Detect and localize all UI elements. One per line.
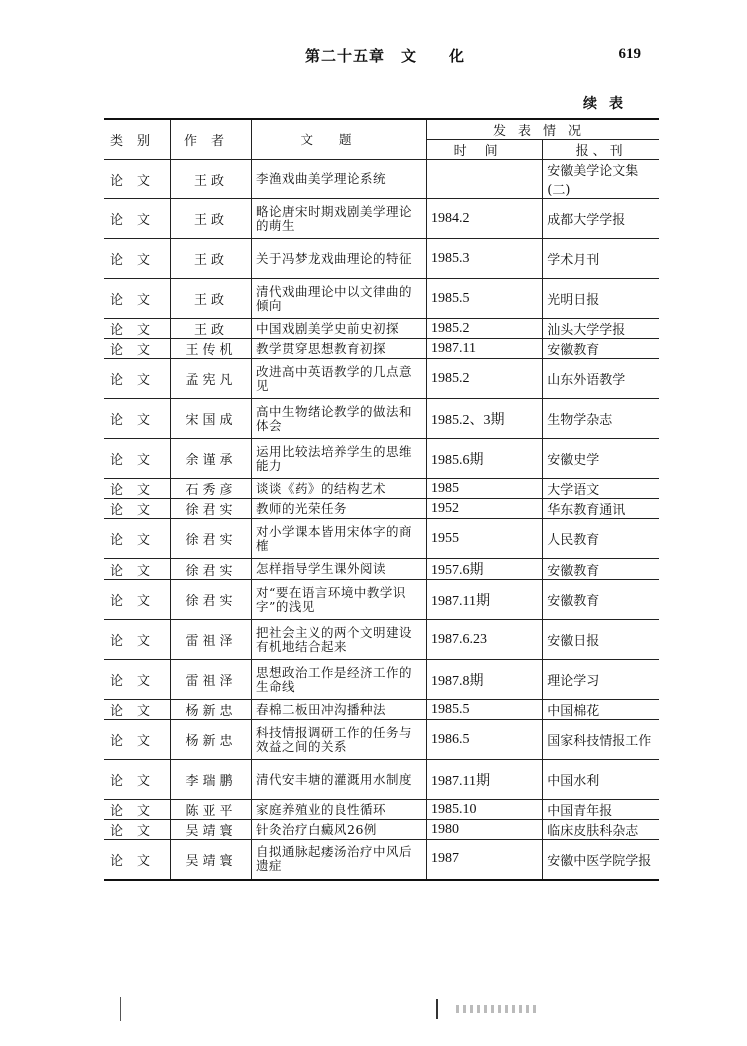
cell-publication: 中国水利: [543, 760, 659, 800]
cell-title: 运用比较法培养学生的思维能力: [252, 439, 427, 479]
cell-publication: 学术月刊: [543, 239, 659, 279]
cell-type: 论文: [104, 559, 171, 580]
cell-title: 把社会主义的两个文明建设有机地结合起来: [252, 620, 427, 660]
cell-publication: 理论学习: [543, 660, 659, 700]
cell-time: 1957.6期: [427, 559, 543, 580]
cell-title: 春棉二板田冲沟播种法: [252, 700, 427, 720]
cell-author: 雷祖泽: [171, 660, 252, 700]
cell-type: 论文: [104, 439, 171, 479]
cell-publication: 华东教育通讯: [543, 499, 659, 519]
cell-time: 1980: [427, 820, 543, 840]
table-row: [104, 840, 659, 880]
cell-author: 徐君实: [171, 499, 252, 519]
cell-publication: 临床皮肤科杂志: [543, 820, 659, 840]
table-row: [104, 760, 659, 800]
cell-publication: 安徽教育: [543, 339, 659, 359]
table-row: [104, 700, 659, 720]
table-row: [104, 620, 659, 660]
cell-type: 论文: [104, 760, 171, 800]
cell-title: 对小学课本皆用宋体字的商榷: [252, 519, 427, 559]
chapter-title: 第二十五章 文 化: [305, 47, 466, 65]
cell-time: 1986.5: [427, 720, 543, 760]
cell-author: 王传机: [171, 339, 252, 359]
table-row: [104, 199, 659, 239]
cell-publication: 安徽美学论文集(二): [543, 160, 659, 199]
cell-time: 1985.2: [427, 359, 543, 399]
cell-title: 科技情报调研工作的任务与效益之间的关系: [252, 720, 427, 760]
cell-publication: 成都大学学报: [543, 199, 659, 239]
cell-type: 论文: [104, 660, 171, 700]
cell-time: 1984.2: [427, 199, 543, 239]
cell-title: 家庭养殖业的良性循环: [252, 800, 427, 820]
cell-title: 谈谈《药》的结构艺术: [252, 479, 427, 499]
cell-title: 怎样指导学生课外阅读: [252, 559, 427, 580]
cell-type: 论文: [104, 199, 171, 239]
header-time: 时间: [427, 140, 543, 160]
cell-publication: 人民教育: [543, 519, 659, 559]
cell-time: 1987.8期: [427, 660, 543, 700]
cell-author: 吴靖寰: [171, 840, 252, 880]
cell-time: 1955: [427, 519, 543, 559]
table-row: [104, 559, 659, 580]
table-row: [104, 439, 659, 479]
cell-type: 论文: [104, 700, 171, 720]
cell-type: 论文: [104, 820, 171, 840]
header-publication-group: 发表情况: [427, 119, 660, 140]
cell-author: 王政: [171, 319, 252, 339]
cell-title: 清代安丰塘的灌溉用水制度: [252, 760, 427, 800]
table-row: [104, 519, 659, 559]
cell-time: 1985.5: [427, 279, 543, 319]
cell-publication: 中国棉花: [543, 700, 659, 720]
cell-type: 论文: [104, 479, 171, 499]
cell-title: 思想政治工作是经济工作的生命线: [252, 660, 427, 700]
cell-type: 论文: [104, 279, 171, 319]
cell-time: 1985.6期: [427, 439, 543, 479]
cell-time: 1985.2: [427, 319, 543, 339]
cell-publication: 山东外语教学: [543, 359, 659, 399]
cell-type: 论文: [104, 499, 171, 519]
cell-publication: 安徽中医学院学报: [543, 840, 659, 880]
cell-author: 王政: [171, 279, 252, 319]
cell-author: 孟宪凡: [171, 359, 252, 399]
table-row: [104, 239, 659, 279]
cell-title: 高中生物绪论教学的做法和体会: [252, 399, 427, 439]
table-body: [104, 160, 659, 880]
table-row: [104, 580, 659, 620]
cell-author: 宋国成: [171, 399, 252, 439]
scan-mark: [436, 999, 438, 1019]
cell-author: 王政: [171, 160, 252, 199]
table-header-row: [104, 119, 659, 140]
cell-time: 1987.11期: [427, 580, 543, 620]
cell-type: 论文: [104, 239, 171, 279]
cell-time: 1985.10: [427, 800, 543, 820]
cell-type: 论文: [104, 319, 171, 339]
cell-author: 徐君实: [171, 580, 252, 620]
cell-type: 论文: [104, 519, 171, 559]
table-row: [104, 800, 659, 820]
cell-author: 李瑞鹏: [171, 760, 252, 800]
cell-author: 徐君实: [171, 559, 252, 580]
table-row: [104, 399, 659, 439]
table-row: [104, 319, 659, 339]
publications-table: [104, 118, 659, 881]
cell-author: 王政: [171, 199, 252, 239]
cell-time: 1987.11期: [427, 760, 543, 800]
cell-type: 论文: [104, 840, 171, 880]
cell-author: 杨新忠: [171, 700, 252, 720]
cell-author: 雷祖泽: [171, 620, 252, 660]
table-row: [104, 820, 659, 840]
cell-time: 1987.11: [427, 339, 543, 359]
cell-time: 1985.5: [427, 700, 543, 720]
cell-author: 徐君实: [171, 519, 252, 559]
cell-type: 论文: [104, 339, 171, 359]
table-row: [104, 160, 659, 199]
header-title: 文题: [252, 119, 427, 160]
table-row: [104, 279, 659, 319]
cell-author: 杨新忠: [171, 720, 252, 760]
cell-title: 改进高中英语教学的几点意见: [252, 359, 427, 399]
header-publication: 报、刊: [543, 140, 659, 160]
cell-time: 1987.6.23: [427, 620, 543, 660]
table-row: [104, 720, 659, 760]
cell-type: 论文: [104, 800, 171, 820]
header-type: 类别: [104, 119, 171, 160]
cell-time: 1985: [427, 479, 543, 499]
table-row: [104, 499, 659, 519]
table-row: [104, 359, 659, 399]
cell-time: 1987: [427, 840, 543, 880]
cell-time: [427, 160, 543, 199]
cell-publication: 安徽史学: [543, 439, 659, 479]
cell-author: 石秀彦: [171, 479, 252, 499]
cell-title: 自拟通脉起痿汤治疗中风后遗症: [252, 840, 427, 880]
cell-title: 教师的光荣任务: [252, 499, 427, 519]
cell-author: 余谨承: [171, 439, 252, 479]
cell-publication: 光明日报: [543, 279, 659, 319]
cell-publication: 生物学杂志: [543, 399, 659, 439]
page-header: [0, 42, 747, 72]
cell-title: 李渔戏曲美学理论系统: [252, 160, 427, 199]
cell-title: 对“要在语言环境中教学识字”的浅见: [252, 580, 427, 620]
cell-publication: 大学语文: [543, 479, 659, 499]
cell-time: 1985.3: [427, 239, 543, 279]
page-number: 619: [618, 46, 641, 62]
cell-title: 中国戏剧美学史前史初探: [252, 319, 427, 339]
cell-type: 论文: [104, 359, 171, 399]
cell-type: 论文: [104, 399, 171, 439]
cell-type: 论文: [104, 720, 171, 760]
cell-title: 略论唐宋时期戏剧美学理论的萌生: [252, 199, 427, 239]
cell-type: 论文: [104, 160, 171, 199]
scan-mark: [120, 997, 121, 1021]
table-row: [104, 479, 659, 499]
table-row: [104, 660, 659, 700]
cell-publication: 安徽日报: [543, 620, 659, 660]
cell-publication: 国家科技情报工作: [543, 720, 659, 760]
cell-publication: 安徽教育: [543, 580, 659, 620]
cell-publication: 安徽教育: [543, 559, 659, 580]
cell-author: 吴靖寰: [171, 820, 252, 840]
cell-title: 教学贯穿思想教育初探: [252, 339, 427, 359]
cell-time: 1952: [427, 499, 543, 519]
cell-time: 1985.2、3期: [427, 399, 543, 439]
table-row: [104, 339, 659, 359]
continued-table-label: 续表: [583, 96, 635, 112]
cell-author: 王政: [171, 239, 252, 279]
cell-title: 清代戏曲理论中以文律曲的倾向: [252, 279, 427, 319]
cell-title: 针灸治疗白癜风26例: [252, 820, 427, 840]
cell-publication: 汕头大学学报: [543, 319, 659, 339]
scan-mark: [456, 1005, 536, 1013]
cell-type: 论文: [104, 620, 171, 660]
header-author: 作者: [171, 119, 252, 160]
scan-artifacts: [0, 995, 747, 1025]
cell-title: 关于冯梦龙戏曲理论的特征: [252, 239, 427, 279]
cell-type: 论文: [104, 580, 171, 620]
cell-publication: 中国青年报: [543, 800, 659, 820]
cell-author: 陈亚平: [171, 800, 252, 820]
